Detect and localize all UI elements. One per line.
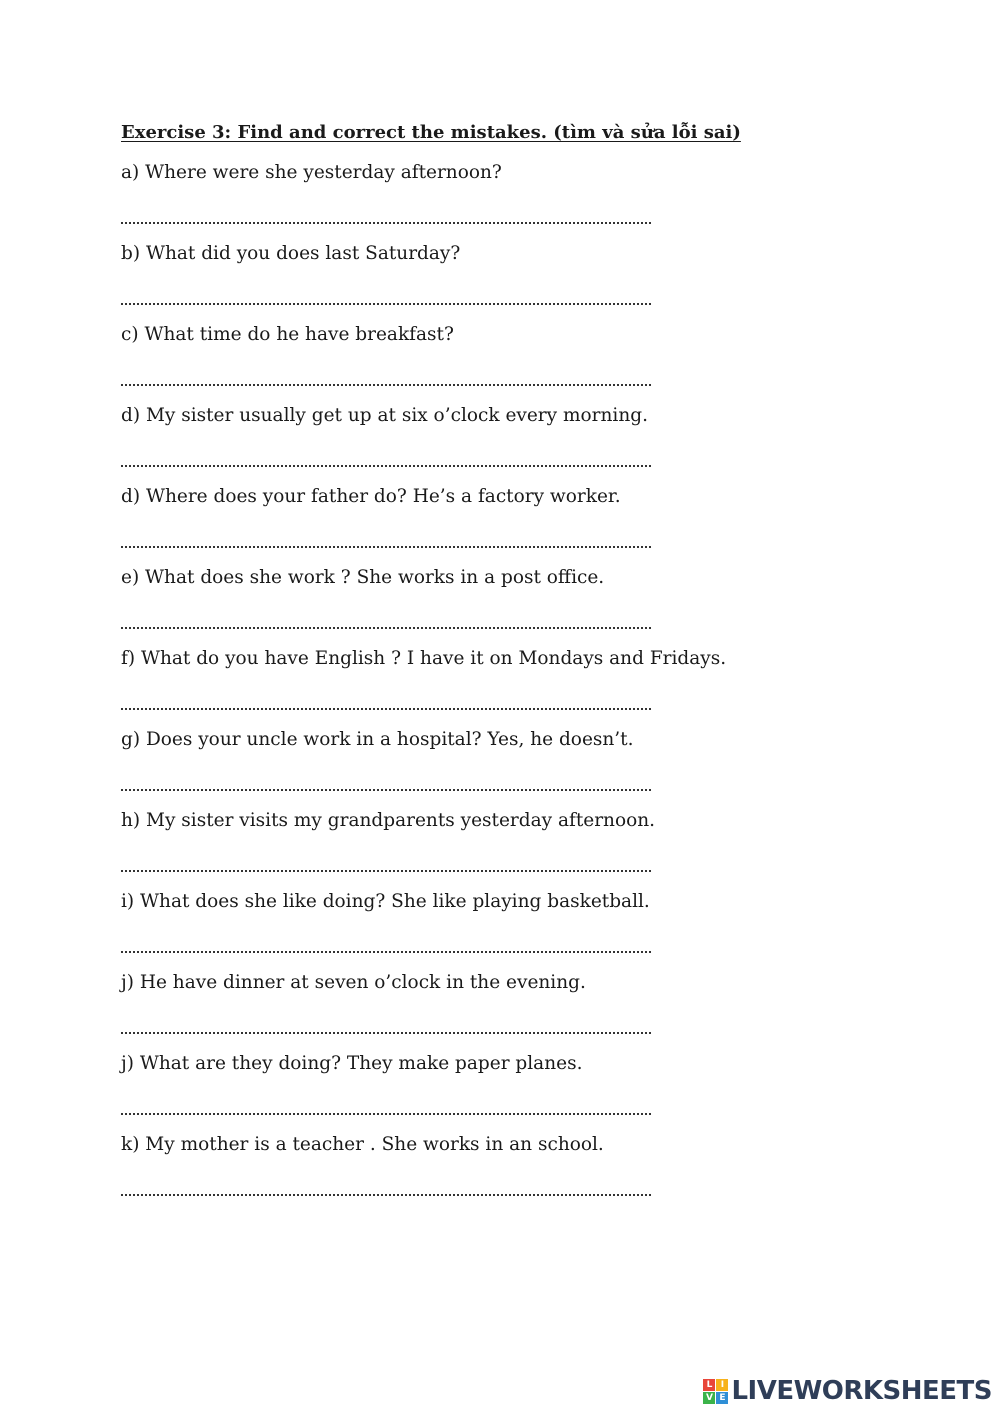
question-item bbox=[121, 806, 881, 887]
answer-input[interactable] bbox=[121, 200, 651, 224]
question-item bbox=[121, 1049, 881, 1130]
answer-input[interactable] bbox=[121, 443, 651, 467]
logo-text: LIVEWORKSHEETS bbox=[731, 1376, 992, 1406]
answer-input[interactable] bbox=[121, 1010, 651, 1034]
question-item bbox=[121, 725, 881, 806]
answer-input[interactable] bbox=[121, 605, 651, 629]
question-item bbox=[121, 644, 881, 725]
question-item bbox=[121, 563, 881, 644]
exercise-title: Exercise 3: Find and correct the mistakes. (tìm và sửa lỗi sai) bbox=[121, 122, 741, 143]
logo-icon-cell: E bbox=[716, 1392, 728, 1404]
question-item bbox=[121, 239, 881, 320]
question-text: a) Where were she yesterday afternoon? bbox=[121, 162, 502, 183]
question-item bbox=[121, 320, 881, 401]
question-item bbox=[121, 401, 881, 482]
answer-input[interactable] bbox=[121, 1172, 651, 1196]
worksheet bbox=[121, 118, 881, 1211]
answer-input[interactable] bbox=[121, 767, 651, 791]
answer-input[interactable] bbox=[121, 281, 651, 305]
answer-input[interactable] bbox=[121, 848, 651, 872]
question-text: e) What does she work ? She works in a post office. bbox=[121, 567, 605, 588]
question-item bbox=[121, 1130, 881, 1211]
question-text: d) My sister usually get up at six o’clock every morning. bbox=[121, 405, 648, 426]
question-text: c) What time do he have breakfast? bbox=[121, 324, 454, 345]
answer-input[interactable] bbox=[121, 686, 651, 710]
answer-input[interactable] bbox=[121, 362, 651, 386]
question-text: d) Where does your father do? He’s a factory worker. bbox=[121, 486, 621, 507]
question-text: j) What are they doing? They make paper planes. bbox=[121, 1053, 583, 1074]
question-item bbox=[121, 158, 881, 239]
answer-input[interactable] bbox=[121, 929, 651, 953]
logo-icon-cell: L bbox=[703, 1379, 715, 1391]
logo-icon-cell: I bbox=[716, 1379, 728, 1391]
question-text: g) Does your uncle work in a hospital? Yes, he doesn’t. bbox=[121, 729, 634, 750]
answer-input[interactable] bbox=[121, 1091, 651, 1115]
logo-icon bbox=[703, 1379, 728, 1404]
question-text: k) My mother is a teacher . She works in an school. bbox=[121, 1134, 604, 1155]
question-item bbox=[121, 968, 881, 1049]
question-text: j) He have dinner at seven o’clock in the evening. bbox=[121, 972, 586, 993]
liveworksheets-logo[interactable] bbox=[703, 1376, 992, 1406]
answer-input[interactable] bbox=[121, 524, 651, 548]
question-text: f) What do you have English ? I have it on Mondays and Fridays. bbox=[121, 648, 727, 669]
question-item bbox=[121, 482, 881, 563]
question-text: h) My sister visits my grandparents yesterday afternoon. bbox=[121, 810, 656, 831]
logo-icon-cell: V bbox=[703, 1392, 715, 1404]
question-text: b) What did you does last Saturday? bbox=[121, 243, 461, 264]
question-item bbox=[121, 887, 881, 968]
question-text: i) What does she like doing? She like playing basketball. bbox=[121, 891, 650, 912]
